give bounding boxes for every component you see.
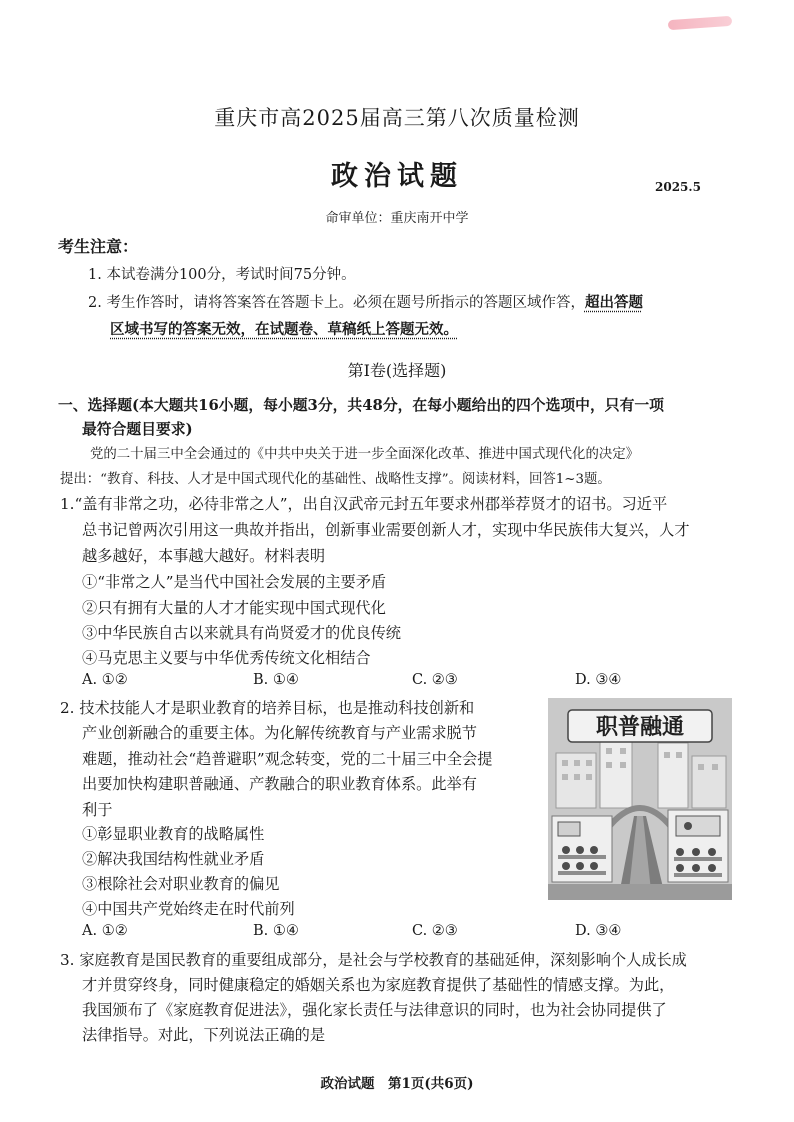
page-footer: 政治试题 第1页(共6页) xyxy=(320,1076,474,1092)
notice-item-2-emphasis: 超出答题 xyxy=(584,294,643,311)
q1-option-d: D. ③④ xyxy=(575,672,622,688)
q3-stem-line: 法律指导。对此，下列说法正确的是 xyxy=(82,1026,325,1044)
q2-statement: ②解决我国结构性就业矛盾 xyxy=(82,850,265,868)
notice-heading: 考生注意： xyxy=(58,237,139,256)
setter-unit: 命审单位：重庆南开中学 xyxy=(325,211,469,226)
exam-title: 重庆市高2025届高三第八次质量检测 xyxy=(214,106,580,130)
vocational-education-illustration xyxy=(548,698,732,900)
illustration-title: 职普融通 xyxy=(595,715,685,740)
q2-option-c: C. ②③ xyxy=(412,923,458,939)
q2-option-b: B. ①④ xyxy=(253,923,299,939)
q3-stem-line: 我国颁布了《家庭教育促进法》，强化家长责任与法律意识的同时，也为社会协同提供了 xyxy=(82,1001,667,1019)
q2-statement: ④中国共产党始终走在时代前列 xyxy=(82,900,295,918)
q1-option-c: C. ②③ xyxy=(412,672,458,688)
q1-statement: ②只有拥有大量的人才才能实现中国式现代化 xyxy=(82,599,386,617)
q2-statement: ③根除社会对职业教育的偏见 xyxy=(82,875,280,893)
notice-item-2-lead: 2. 考生作答时，请将答案答在答题卡上。必须在题号所指示的答题区域作答， xyxy=(88,295,585,311)
pink-highlighter-mark xyxy=(668,16,733,30)
q3-stem-line: 3. 家庭教育是国民教育的重要组成部分，是社会与学校教育的基础延伸，深刻影响个人成长成 xyxy=(60,951,687,969)
q2-stem-line: 出要加快构建职普融通、产教融合的职业教育体系。此举有 xyxy=(82,775,477,793)
q1-stem-line: 1.“盖有非常之功，必待非常之人”，出自汉武帝元封五年要求州郡举荐贤才的诏书。习近平 xyxy=(60,495,668,513)
q2-stem-line: 利于 xyxy=(82,801,113,819)
q1-statement: ④马克思主义要与中华优秀传统文化相结合 xyxy=(82,649,371,667)
notice-item-1: 1. 本试卷满分100分，考试时间75分钟。 xyxy=(88,267,356,283)
illustration-drawing xyxy=(548,698,732,900)
notice-item-2 xyxy=(88,291,643,312)
q1-option-b: B. ①④ xyxy=(253,672,299,688)
q2-option-d: D. ③④ xyxy=(575,923,622,939)
q2-stem-line: 2. 技术技能人才是职业教育的培养目标，也是推动科技创新和 xyxy=(60,699,475,717)
q1-option-a: A. ①② xyxy=(82,672,128,688)
q1-stem-line: 越多越好，本事越大越好。材料表明 xyxy=(82,547,325,565)
exam-date: 2025.5 xyxy=(655,180,701,194)
q3-stem-line: 才并贯穿终身，同时健康稳定的婚姻关系也为家庭教育提供了基础性的情感支撑。为此， xyxy=(82,976,675,994)
material-line-2: 提出：“教育、科技、人才是中国式现代化的基础性、战略性支撑”。阅读材料，回答1~3题。 xyxy=(60,472,611,487)
q1-statement: ①“非常之人”是当代中国社会发展的主要矛盾 xyxy=(82,573,387,591)
section-heading-line1: 一、选择题(本大题共16小题，每小题3分，共48分，在每小题给出的四个选项中，只有一项 xyxy=(58,397,664,414)
section-heading-line2: 最符合题目要求) xyxy=(82,421,193,438)
q2-option-a: A. ①② xyxy=(82,923,128,939)
q2-statement: ①彰显职业教育的战略属性 xyxy=(82,825,265,843)
q2-stem-line: 难题，推动社会“趋普避职”观念转变，党的二十届三中全会提 xyxy=(82,750,493,768)
q1-stem-line: 总书记曾两次引用这一典故并指出，创新事业需要创新人才，实现中华民族伟大复兴，人才 xyxy=(82,521,690,539)
notice-item-2-line2: 区域书写的答案无效，在试题卷、草稿纸上答题无效。 xyxy=(110,321,458,338)
part-title: 第Ⅰ卷(选择题) xyxy=(347,361,447,380)
material-line-1: 党的二十届三中全会通过的《中共中央关于进一步全面深化改革、推进中国式现代化的决定》 xyxy=(90,447,640,462)
q2-stem-line: 产业创新融合的重要主体。为化解传统教育与产业需求脱节 xyxy=(82,724,477,742)
q1-statement: ③中华民族自古以来就具有尚贤爱才的优良传统 xyxy=(82,624,401,642)
subject-title: 政治试题 xyxy=(331,161,463,192)
